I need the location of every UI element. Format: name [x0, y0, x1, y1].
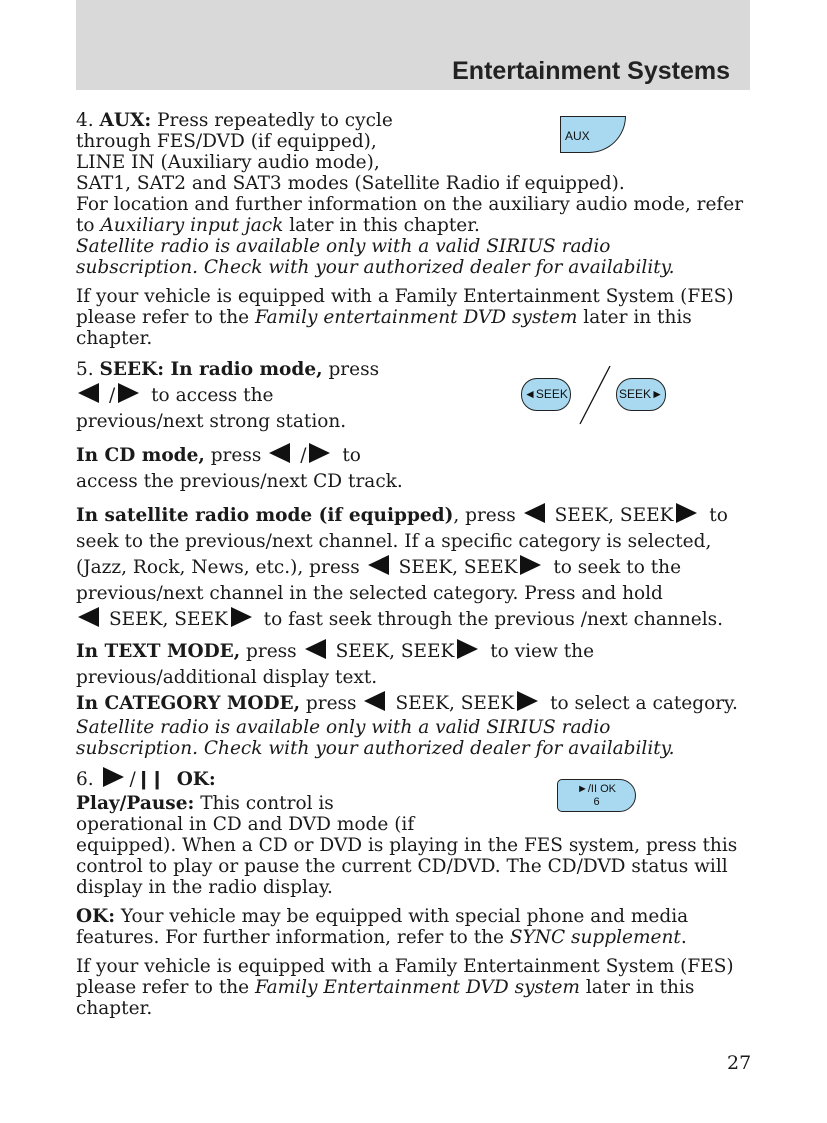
sirius-note: subscription. Check with your authorized dealer for availability.	[76, 738, 675, 759]
play-ok-text: This control is	[200, 793, 334, 814]
ok-text: .	[680, 927, 687, 948]
page-title: Entertainment Systems	[452, 57, 730, 85]
seek-forward-icon	[676, 503, 697, 523]
aux-text: SAT1, SAT2 and SAT3 modes (Satellite Radio if equipped).	[76, 173, 625, 194]
seek-forward-icon	[520, 555, 541, 575]
sat-text: press	[246, 641, 297, 662]
play-ok-heading	[76, 767, 750, 793]
ok-text: features. For further information, refer to the	[76, 927, 504, 948]
page-content	[76, 110, 750, 1019]
sat-text: SEEK, SEEK	[554, 505, 674, 526]
ok-label: OK:	[176, 769, 216, 790]
sat-text: to seek to the	[553, 557, 682, 578]
aux-text: Press repeatedly to cycle	[157, 110, 393, 131]
aux-text: later in this chapter.	[289, 215, 480, 236]
cd-mode-label: In CD mode,	[76, 445, 205, 466]
sat-text: , press	[453, 505, 516, 526]
seek-paragraph	[76, 357, 750, 435]
item-number: 4.	[76, 110, 94, 131]
ok-text: Your vehicle may be equipped with special phone and media	[120, 906, 689, 927]
seek-back-icon	[364, 691, 385, 711]
text-mode-paragraph	[76, 639, 750, 717]
item-number: 5.	[76, 359, 94, 380]
cd-text: access the previous/next CD track.	[76, 471, 403, 492]
pause-icon: ❙❙	[135, 769, 163, 790]
seek-forward-icon	[517, 691, 538, 711]
play-icon	[103, 767, 124, 787]
sirius-note: subscription. Check with your authorized dealer for availability.	[76, 257, 675, 278]
item-number: 6.	[76, 769, 94, 790]
seek-text: press	[328, 359, 380, 380]
fes-text: please refer to the	[76, 307, 250, 328]
sat-text: seek to the previous/next channel. If a specific category is selected,	[76, 531, 712, 552]
sirius-note-paragraph	[76, 717, 750, 759]
cd-mode-paragraph	[76, 443, 750, 495]
seek-left-badge-label: ◄SEEK	[524, 387, 568, 401]
fes-reference: Family Entertainment DVD system	[255, 977, 580, 998]
satellite-mode-label: In satellite radio mode (if equipped)	[76, 505, 454, 526]
aux-text: For location and further information on the auxiliary audio mode, refer	[76, 194, 744, 215]
aux-text: LINE IN (Auxiliary audio mode),	[76, 152, 380, 173]
sat-text: press	[305, 693, 357, 714]
fes-reference: Family entertainment DVD system	[255, 307, 578, 328]
sat-text: SEEK, SEEK	[395, 693, 515, 714]
seek-text: to access the	[151, 385, 274, 406]
sirius-note: Satellite radio is available only with a valid SIRIUS radio	[76, 236, 611, 257]
seek-text: /	[109, 385, 116, 406]
play-ok-text: operational in CD and DVD mode (if	[76, 814, 415, 835]
ok-badge-top-label: ►/II OK	[576, 783, 616, 795]
category-mode-label: In CATEGORY MODE,	[76, 693, 301, 714]
seek-forward-icon	[118, 383, 139, 403]
sirius-note: Satellite radio is available only with a valid SIRIUS radio	[76, 717, 611, 738]
sat-text: SEEK, SEEK	[109, 609, 228, 630]
fes-text: please refer to the	[76, 977, 250, 998]
play-ok-text: display in the radio display.	[76, 877, 333, 898]
cd-text: to	[342, 445, 361, 466]
fes-text: chapter.	[76, 328, 153, 349]
seek-text: previous/next strong station.	[76, 411, 347, 432]
sat-text: to	[709, 505, 728, 526]
aux-reference: Auxiliary input jack	[100, 215, 284, 236]
ok-badge-bottom-label: 6	[593, 796, 600, 808]
aux-text: to	[76, 215, 95, 236]
sat-text: to select a category.	[550, 693, 738, 714]
sat-text: SEEK, SEEK	[398, 557, 518, 578]
sat-text: to fast seek through the previous /next channels.	[263, 609, 724, 630]
cd-text: /	[300, 445, 307, 466]
play-pause-label: Play/Pause:	[76, 793, 195, 814]
fes-paragraph-2	[76, 956, 750, 1019]
seek-back-icon	[269, 443, 290, 463]
sat-text: previous/next channel in the selected category. Press and hold	[76, 583, 663, 604]
seek-label: SEEK: In radio mode,	[99, 359, 323, 380]
aux-label: AUX:	[99, 110, 152, 131]
aux-text: through FES/DVD (if equipped),	[76, 131, 377, 152]
sync-reference: SYNC supplement	[509, 927, 681, 948]
seek-back-icon	[524, 503, 545, 523]
fes-text: If your vehicle is equipped with a Family Entertainment System (FES)	[76, 286, 734, 307]
sat-text: to view the	[490, 641, 595, 662]
seek-forward-icon	[309, 443, 330, 463]
aux-paragraph	[76, 110, 750, 278]
play-ok-text: control to play or pause the current CD/DVD. The CD/DVD status will	[76, 856, 728, 877]
seek-back-icon	[78, 383, 99, 403]
play-ok-text: equipped). When a CD or DVD is playing in the FES system, press this	[76, 835, 738, 856]
seek-forward-icon	[231, 607, 252, 627]
fes-text: later in this	[585, 977, 695, 998]
header-band	[76, 0, 750, 90]
play-pause-paragraph	[76, 793, 750, 898]
fes-text: chapter.	[76, 998, 153, 1019]
seek-back-icon	[305, 639, 326, 659]
page-number: 27	[727, 1052, 752, 1074]
sat-text: previous/additional display text.	[76, 667, 378, 688]
sat-text: (Jazz, Rock, News, etc.), press	[76, 557, 360, 578]
seek-right-badge-label: SEEK►	[619, 387, 663, 401]
seek-back-icon	[368, 555, 389, 575]
satellite-paragraph	[76, 503, 750, 633]
sat-text: SEEK, SEEK	[335, 641, 455, 662]
text-mode-label: In TEXT MODE,	[76, 641, 241, 662]
play-ok-text: /	[129, 769, 136, 790]
ok-paragraph	[76, 906, 750, 948]
fes-paragraph	[76, 286, 750, 349]
seek-forward-icon	[457, 639, 478, 659]
seek-back-icon	[78, 607, 99, 627]
ok-para-label: OK:	[76, 906, 116, 927]
aux-badge-label: AUX	[565, 129, 590, 143]
fes-text: later in this	[583, 307, 692, 328]
fes-text: If your vehicle is equipped with a Family Entertainment System (FES)	[76, 956, 734, 977]
cd-text: press	[210, 445, 262, 466]
